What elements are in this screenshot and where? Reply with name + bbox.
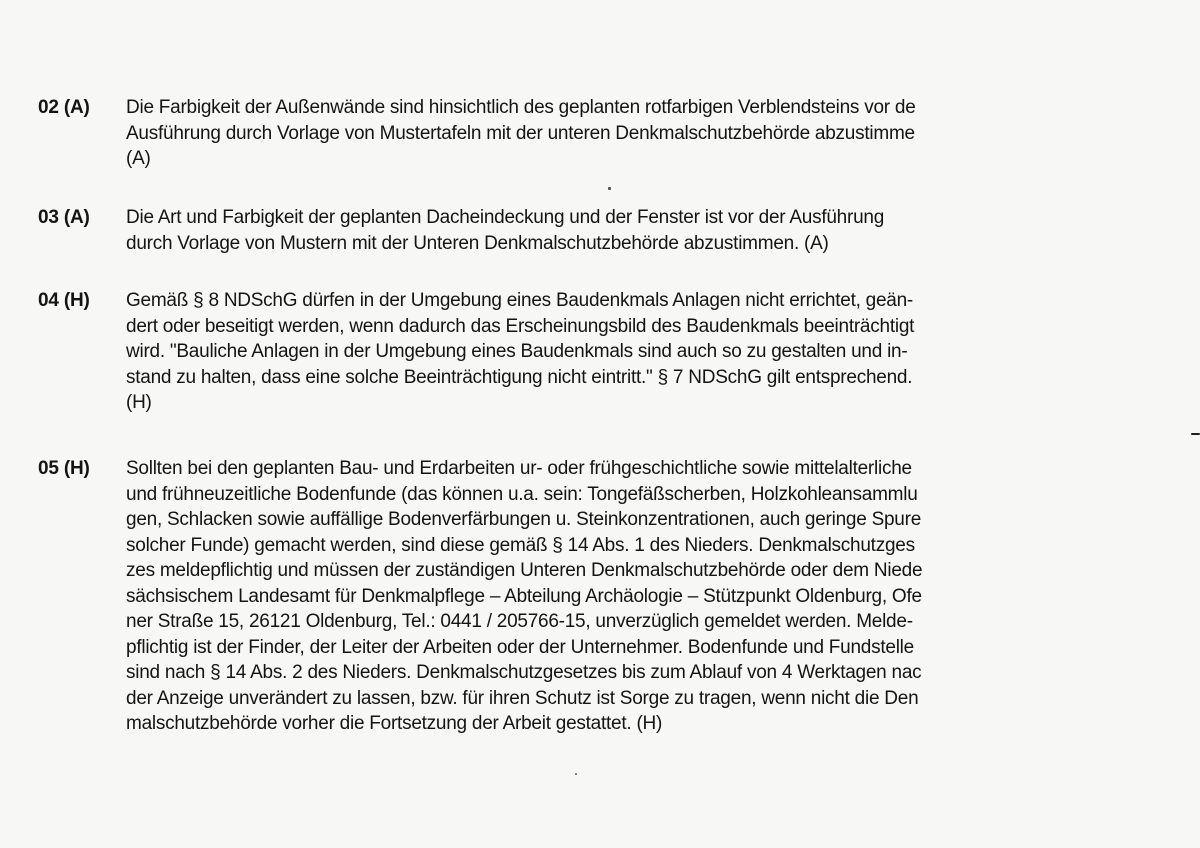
text-line: und frühneuzeitliche Bodenfunde (das können u.a. sein: Tongefäßscherben, Holzkohleansammlu <box>126 483 918 505</box>
text-line: sind nach § 14 Abs. 2 des Nieders. Denkmalschutzgesetzes bis zum Ablauf von 4 Werktagen nac <box>126 662 922 683</box>
scan-speck <box>1191 433 1200 435</box>
condition-number: 05 (H) <box>38 458 90 479</box>
text-line: ner Straße 15, 26121 Oldenburg, Tel.: 0441 / 205766-15, unverzüglich gemeldet werden. Melde- <box>126 611 913 632</box>
condition-text <box>126 95 1200 172</box>
condition-text <box>126 205 1200 256</box>
text-line: sächsischem Landesamt für Denkmalpflege – Abteilung Archäologie – Stützpunkt Oldenburg, Ofe <box>126 585 922 607</box>
text-line: (H) <box>126 392 152 413</box>
text-line: der Anzeige unverändert zu lassen, bzw. für ihren Schutz ist Sorge zu tragen, wenn nicht die Den <box>126 687 919 709</box>
text-line: zes meldepflichtig und müssen der zuständigen Unteren Denkmalschutzbehörde oder dem Niede <box>126 560 923 581</box>
text-line: (A) <box>126 148 151 169</box>
text-line: Die Farbigkeit der Außenwände sind hinsichtlich des geplanten rotfarbigen Verblendsteins vor de <box>126 97 916 118</box>
text-line: Sollten bei den geplanten Bau- und Erdarbeiten ur- oder frühgeschichtliche sowie mittelalterliche <box>126 458 912 479</box>
text-line: Gemäß § 8 NDSchG dürfen in der Umgebung eines Baudenkmals Anlagen nicht errichtet, geän- <box>126 290 914 311</box>
text-line: dert oder beseitigt werden, wenn dadurch das Erscheinungsbild des Baudenkmals beeinträchtigt <box>126 315 915 337</box>
text-line: solcher Funde) gemacht werden, sind diese gemäß § 14 Abs. 1 des Nieders. Denkmalschutzges <box>126 534 915 556</box>
text-line: wird. "Bauliche Anlagen in der Umgebung eines Baudenkmals sind auch so zu gestalten und in- <box>126 341 908 362</box>
condition-number: 02 (A) <box>38 97 90 118</box>
text-line: stand zu halten, dass eine solche Beeinträchtigung nicht eintritt." § 7 NDSchG gilt entsprechend. <box>126 366 913 388</box>
condition-number: 03 (A) <box>38 207 90 228</box>
scan-speck <box>608 187 611 190</box>
scan-speck <box>575 773 577 775</box>
text-line: malschutzbehörde vorher die Fortsetzung der Arbeit gestattet. (H) <box>126 713 663 734</box>
text-line: gen, Schlacken sowie auffällige Bodenverfärbungen u. Steinkonzentrationen, auch geringe Spure <box>126 509 922 530</box>
condition-text <box>126 456 1200 737</box>
text-line: durch Vorlage von Mustern mit der Unteren Denkmalschutzbehörde abzustimmen. (A) <box>126 232 829 254</box>
text-line: Die Art und Farbigkeit der geplanten Dacheindeckung und der Fenster ist vor der Ausführung <box>126 207 885 228</box>
condition-text <box>126 288 1200 416</box>
text-line: pflichtig ist der Finder, der Leiter der Arbeiten oder der Unternehmer. Bodenfunde und Fundstelle <box>126 636 914 658</box>
condition-number: 04 (H) <box>38 290 90 311</box>
text-line: Ausführung durch Vorlage von Mustertafeln mit der unteren Denkmalschutzbehörde abzustimme <box>126 122 915 144</box>
